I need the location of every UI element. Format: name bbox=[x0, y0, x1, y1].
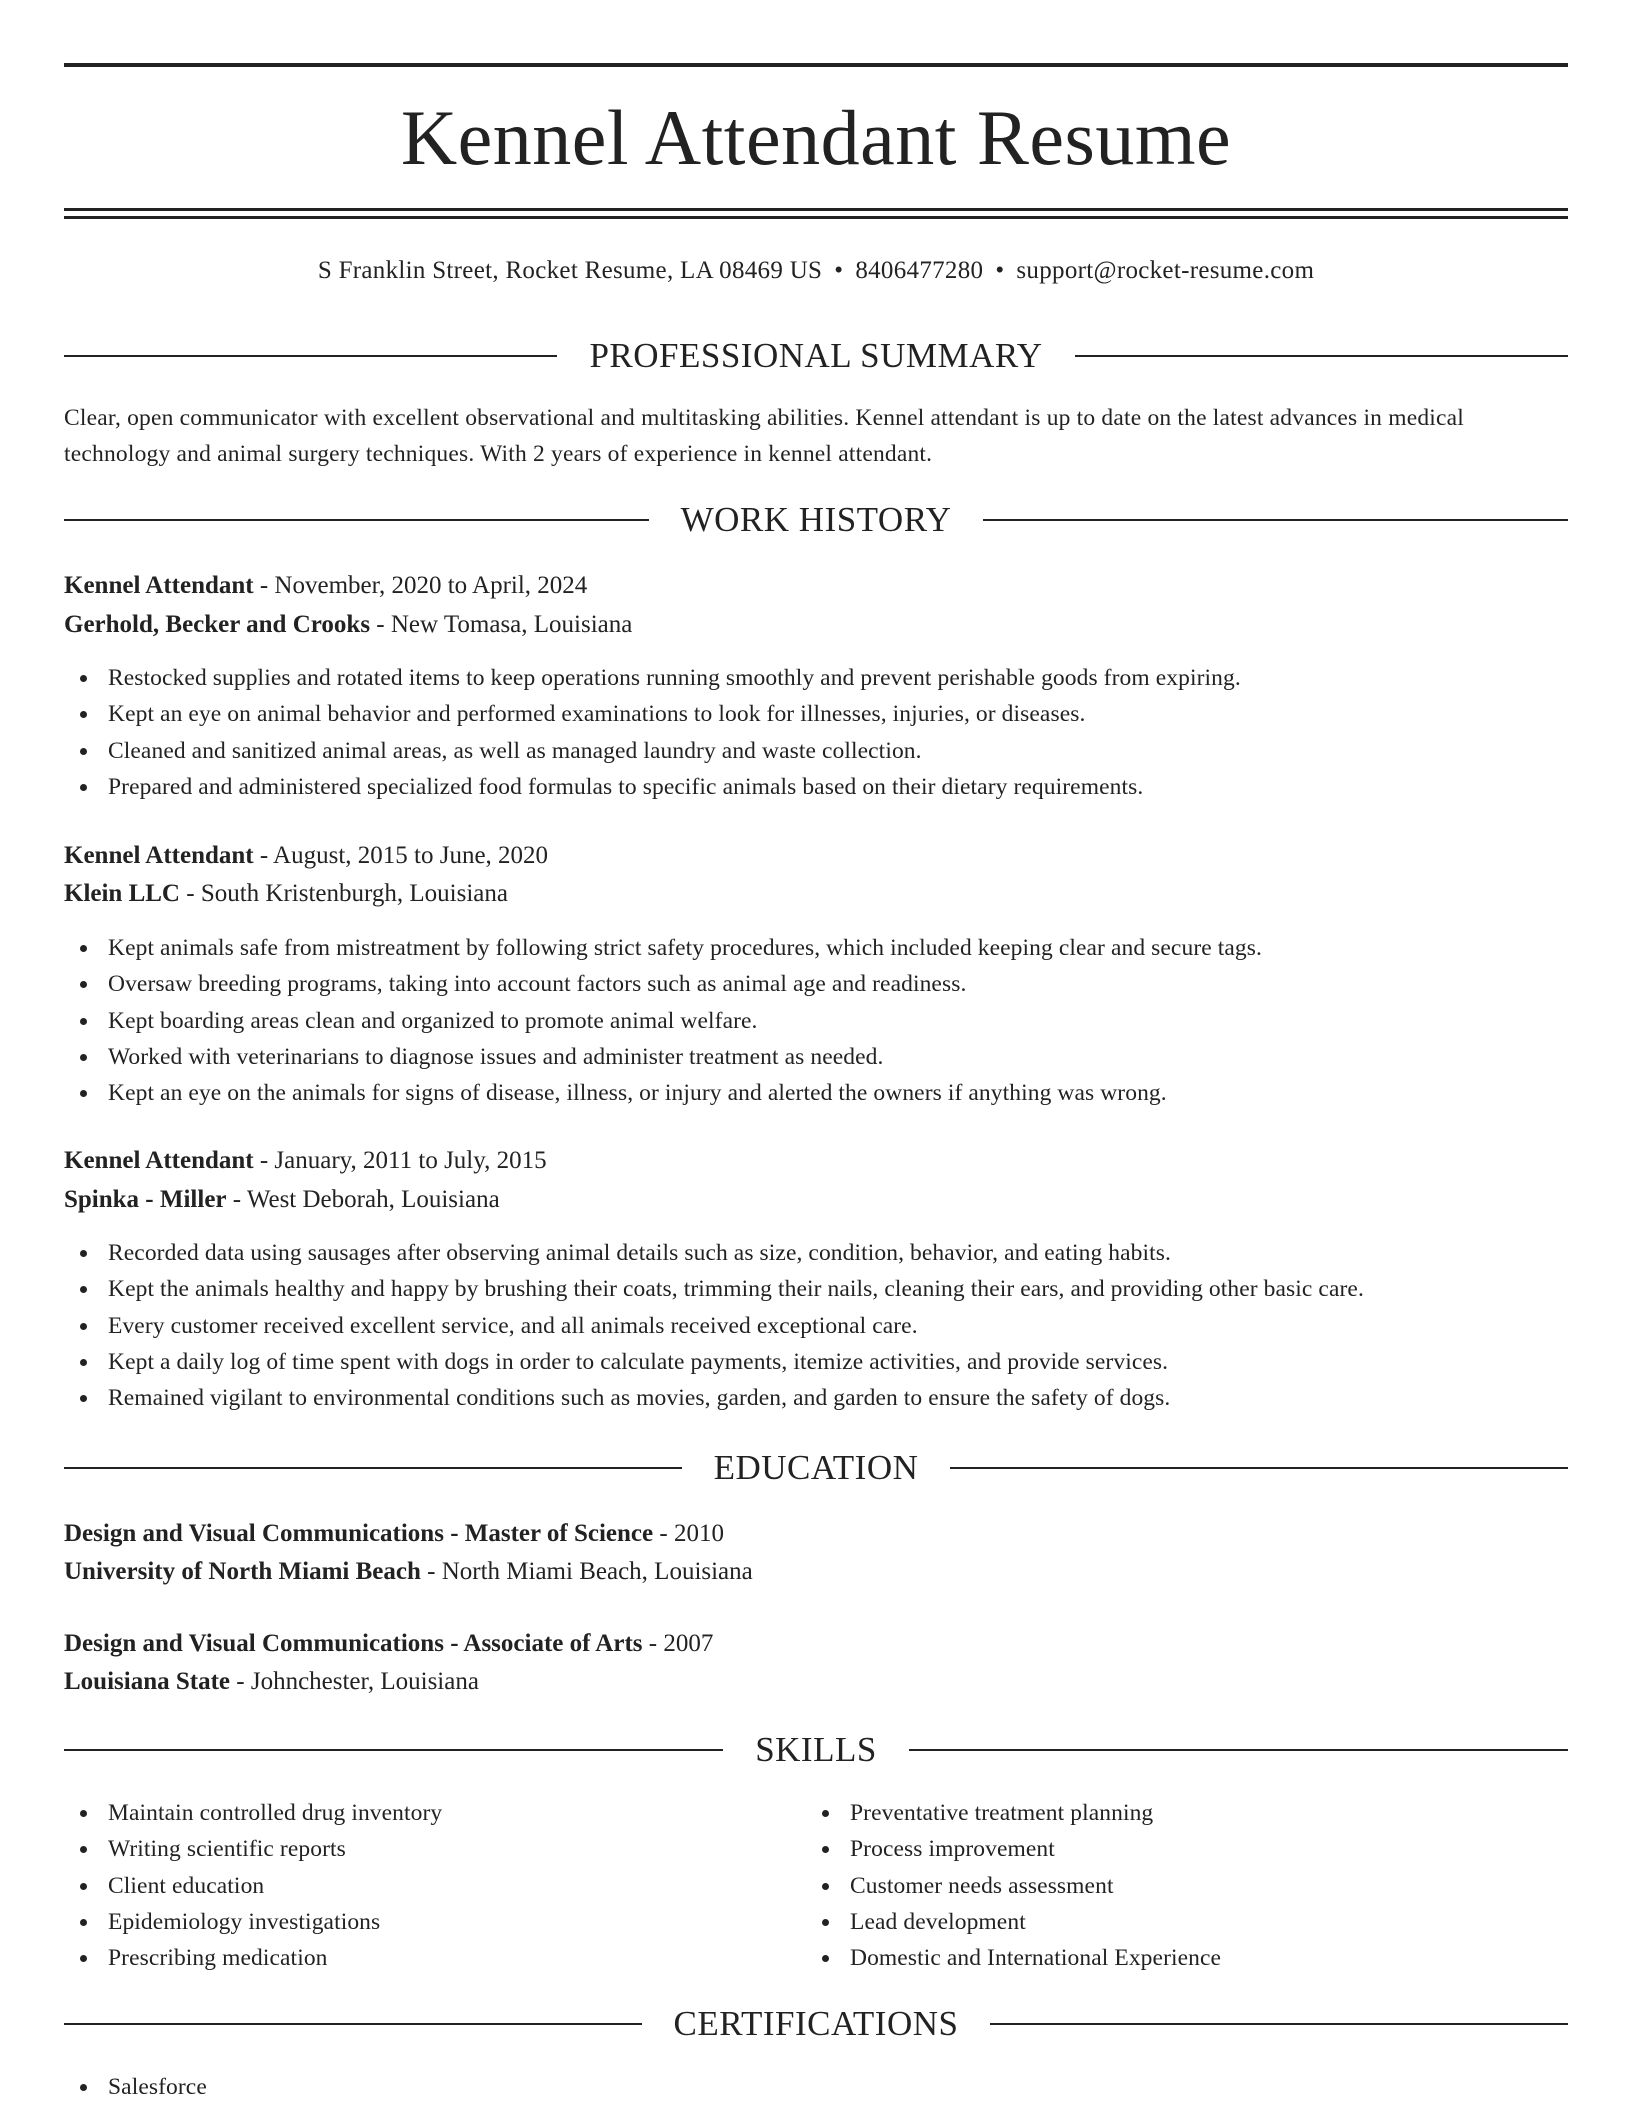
list-item: Kept an eye on animal behavior and performed examinations to look for illnesses, injuries, or diseases. bbox=[64, 696, 1568, 732]
title-rule-1 bbox=[64, 208, 1568, 211]
job-company-line bbox=[64, 876, 1568, 912]
list-item: Domestic and International Experience bbox=[806, 1940, 1546, 1976]
job-bullets bbox=[64, 1235, 1568, 1416]
contact-line bbox=[64, 254, 1568, 288]
education-degree-line bbox=[64, 1626, 1568, 1662]
job-title: Kennel Attendant bbox=[64, 842, 254, 869]
job-dates: - January, 2011 to July, 2015 bbox=[253, 1147, 547, 1174]
section-title: CERTIFICATIONS bbox=[673, 2004, 959, 2043]
job-company: Spinka - Miller bbox=[64, 1186, 227, 1213]
resume-title: Kennel Attendant Resume bbox=[400, 94, 1232, 181]
job-location: - New Tomasa, Louisiana bbox=[370, 611, 633, 638]
list-item: Every customer received excellent service, and all animals received exceptional care. bbox=[64, 1308, 1568, 1344]
list-item: Salesforce bbox=[64, 2069, 1568, 2105]
section-rule bbox=[64, 1467, 682, 1469]
list-item: Remained vigilant to environmental conditions such as movies, garden, and garden to ensure the safety of dogs. bbox=[64, 1380, 1568, 1416]
list-item: Recorded data using sausages after observing animal details such as size, condition, behavior, and eating habits. bbox=[64, 1235, 1568, 1271]
section-rule bbox=[983, 519, 1568, 521]
education-school: University of North Miami Beach bbox=[64, 1558, 421, 1585]
section-title: WORK HISTORY bbox=[680, 500, 952, 539]
list-item: Prepared and administered specialized food formulas to specific animals based on their dietary requirements. bbox=[64, 769, 1568, 805]
list-item: Oversaw breeding programs, taking into account factors such as animal age and readiness. bbox=[64, 966, 1568, 1002]
summary-text: Clear, open communicator with excellent observational and multitasking abilities. Kennel attendant is up to date on the latest advances in medical technology and animal surgery techniques. With 2 years of experience in kennel attendant. bbox=[64, 405, 1464, 467]
list-item: Kept the animals healthy and happy by brushing their coats, trimming their nails, cleaning their ears, and providing other basic care. bbox=[64, 1271, 1568, 1307]
contact-address: S Franklin Street, Rocket Resume, LA 08469 US bbox=[317, 257, 823, 284]
list-item: Prescribing medication bbox=[64, 1940, 804, 1976]
top-rule bbox=[64, 63, 1568, 67]
education-degree: Design and Visual Communications - Associate of Arts bbox=[64, 1630, 643, 1657]
list-item: Customer needs assessment bbox=[806, 1868, 1546, 1904]
skills-list-right bbox=[806, 1795, 1546, 1976]
list-item: Process improvement bbox=[806, 1831, 1546, 1867]
education-year: - 2007 bbox=[642, 1630, 714, 1657]
section-title: SKILLS bbox=[755, 1730, 877, 1769]
list-item: Lead development bbox=[806, 1904, 1546, 1940]
job-title: Kennel Attendant bbox=[64, 1147, 254, 1174]
job-bullets bbox=[64, 930, 1568, 1111]
section-title: PROFESSIONAL SUMMARY bbox=[589, 336, 1043, 375]
job-company-line bbox=[64, 607, 1568, 643]
list-item: Kept animals safe from mistreatment by following strict safety procedures, which included keeping clear and secure tags. bbox=[64, 930, 1568, 966]
job-dates: - August, 2015 to June, 2020 bbox=[253, 842, 549, 869]
list-item: Writing scientific reports bbox=[64, 1831, 804, 1867]
job-company: Gerhold, Becker and Crooks bbox=[64, 611, 371, 638]
education-school: Louisiana State bbox=[64, 1668, 231, 1695]
list-item: Cleaned and sanitized animal areas, as well as managed laundry and waste collection. bbox=[64, 733, 1568, 769]
skills-list-left bbox=[64, 1795, 804, 1976]
section-rule bbox=[64, 1749, 723, 1751]
section-rule bbox=[990, 2023, 1568, 2025]
section-rule bbox=[64, 519, 649, 521]
job-company: Klein LLC bbox=[64, 880, 180, 907]
list-item: Kept an eye on the animals for signs of disease, illness, or injury and alerted the owners if anything was wrong. bbox=[64, 1075, 1568, 1111]
section-rule bbox=[950, 1467, 1568, 1469]
contact-separator: • bbox=[834, 257, 844, 284]
education-location: - Johnchester, Louisiana bbox=[230, 1668, 479, 1695]
list-item: Kept boarding areas clean and organized to promote animal welfare. bbox=[64, 1003, 1568, 1039]
job-title-line bbox=[64, 568, 1568, 604]
list-item: Maintain controlled drug inventory bbox=[64, 1795, 804, 1831]
education-location: - North Miami Beach, Louisiana bbox=[420, 1558, 753, 1585]
title-rule-2 bbox=[64, 216, 1568, 219]
section-rule bbox=[909, 1749, 1568, 1751]
list-item: Preventative treatment planning bbox=[806, 1795, 1546, 1831]
list-item: Worked with veterinarians to diagnose issues and administer treatment as needed. bbox=[64, 1039, 1568, 1075]
job-dates: - November, 2020 to April, 2024 bbox=[253, 572, 588, 599]
list-item: Epidemiology investigations bbox=[64, 1904, 804, 1940]
list-item: Restocked supplies and rotated items to keep operations running smoothly and prevent perishable goods from expiring. bbox=[64, 660, 1568, 696]
contact-separator: • bbox=[995, 257, 1005, 284]
education-degree-line bbox=[64, 1516, 1568, 1552]
job-title-line bbox=[64, 838, 1568, 874]
job-bullets bbox=[64, 660, 1568, 805]
contact-email[interactable]: support@rocket-resume.com bbox=[1016, 257, 1315, 284]
section-rule bbox=[64, 355, 557, 357]
certifications-list bbox=[64, 2069, 1568, 2105]
section-rule bbox=[1075, 355, 1568, 357]
section-header-summary bbox=[64, 334, 1568, 378]
education-degree: Design and Visual Communications - Master of Science bbox=[64, 1520, 654, 1547]
section-rule bbox=[64, 2023, 642, 2025]
job-company-line bbox=[64, 1182, 1568, 1218]
contact-phone: 8406477280 bbox=[855, 257, 984, 284]
section-header-education bbox=[64, 1446, 1568, 1490]
education-year: - 2010 bbox=[653, 1520, 724, 1547]
job-title: Kennel Attendant bbox=[64, 572, 254, 599]
section-title: EDUCATION bbox=[713, 1448, 919, 1487]
section-header-skills bbox=[64, 1728, 1568, 1772]
job-location: - South Kristenburgh, Louisiana bbox=[180, 880, 508, 907]
education-school-line bbox=[64, 1554, 1568, 1590]
education-school-line bbox=[64, 1664, 1568, 1700]
list-item: Client education bbox=[64, 1868, 804, 1904]
section-header-work bbox=[64, 498, 1568, 542]
job-title-line bbox=[64, 1143, 1568, 1179]
job-location: - West Deborah, Louisiana bbox=[226, 1186, 500, 1213]
list-item: Kept a daily log of time spent with dogs in order to calculate payments, itemize activities, and provide services. bbox=[64, 1344, 1568, 1380]
section-header-certifications bbox=[64, 2002, 1568, 2046]
